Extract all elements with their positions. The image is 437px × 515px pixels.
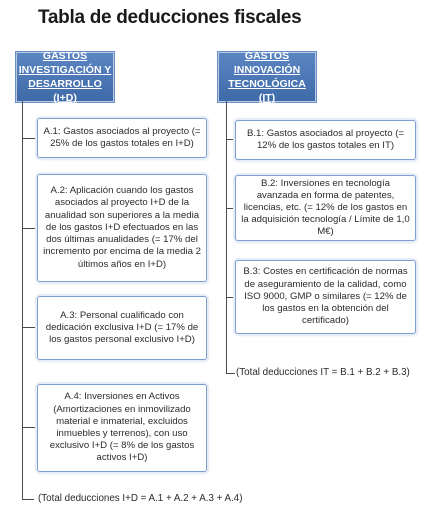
connector-id-a4 xyxy=(22,427,37,428)
connector-it-b2 xyxy=(226,208,235,209)
box-a2-text: A.2: Aplicación cuando los gastos asociados al proyecto I+D de la anualidad son superiores a la media de los gastos I+D efectuados en las dos últimas anualidades (= 17% del incremento por encima de la media 2 últimos años en I+D) xyxy=(43,185,201,270)
header-it-label: GASTOS INNOVACIÓN TECNOLÓGICA (IT) xyxy=(228,50,306,104)
connector-id-a2 xyxy=(22,228,37,229)
box-b1 xyxy=(235,120,416,160)
connector-id-vertical xyxy=(22,101,23,499)
header-it xyxy=(218,52,316,102)
box-a1 xyxy=(37,118,207,158)
box-a3-text: A.3: Personal cualificado con dedicación exclusiva I+D (= 17% de los gastos personal exclusivo I+D) xyxy=(45,309,199,346)
header-id-label: GASTOS INVESTIGACIÓN Y DESARROLLO (I+D) xyxy=(18,50,112,104)
connector-it-b3 xyxy=(226,297,235,298)
total-id: (Total deducciones I+D = A.1 + A.2 + A.3 + A.4) xyxy=(38,493,243,504)
box-a4 xyxy=(37,384,207,472)
box-a4-text: A.4: Inversiones en Activos (Amortizaciones en inmovilizado material e inmaterial, excluidos inmuebles y terrenos), con uso exclusivo I+D (= 8% de los gastos activos I+D) xyxy=(49,391,195,464)
total-it: (Total deducciones IT = B.1 + B.2 + B.3) xyxy=(236,367,410,378)
box-b2-text: B.2: Inversiones en tecnología avanzada en forma de patentes, licencias, etc. (= 12% de los gastos en la adquisición tecnología / Límite de 1,0 M€) xyxy=(241,177,410,238)
box-a2 xyxy=(37,174,207,282)
box-b1-text: B.1: Gastos asociados al proyecto (= 12% de los gastos totales en IT) xyxy=(246,127,405,151)
connector-it-total xyxy=(226,373,235,374)
header-id xyxy=(16,52,114,102)
connector-id-total xyxy=(22,499,34,500)
connector-it-vertical xyxy=(226,101,227,373)
connector-id-a3 xyxy=(22,327,37,328)
connector-id-a1 xyxy=(22,138,37,139)
box-a3 xyxy=(37,296,207,360)
diagram-title: Tabla de deducciones fiscales xyxy=(38,7,302,28)
box-b2 xyxy=(235,175,416,241)
box-a1-text: A.1: Gastos asociados al proyecto (= 25% de los gastos totales en I+D) xyxy=(43,125,201,149)
connector-it-b1 xyxy=(226,139,235,140)
box-b3-text: B.3: Costes en certificación de normas de aseguramiento de la calidad, como ISO 9000, GMP o similares (= 12% de los gastos en la obtención del certificado) xyxy=(243,266,408,327)
box-b3 xyxy=(235,260,416,334)
